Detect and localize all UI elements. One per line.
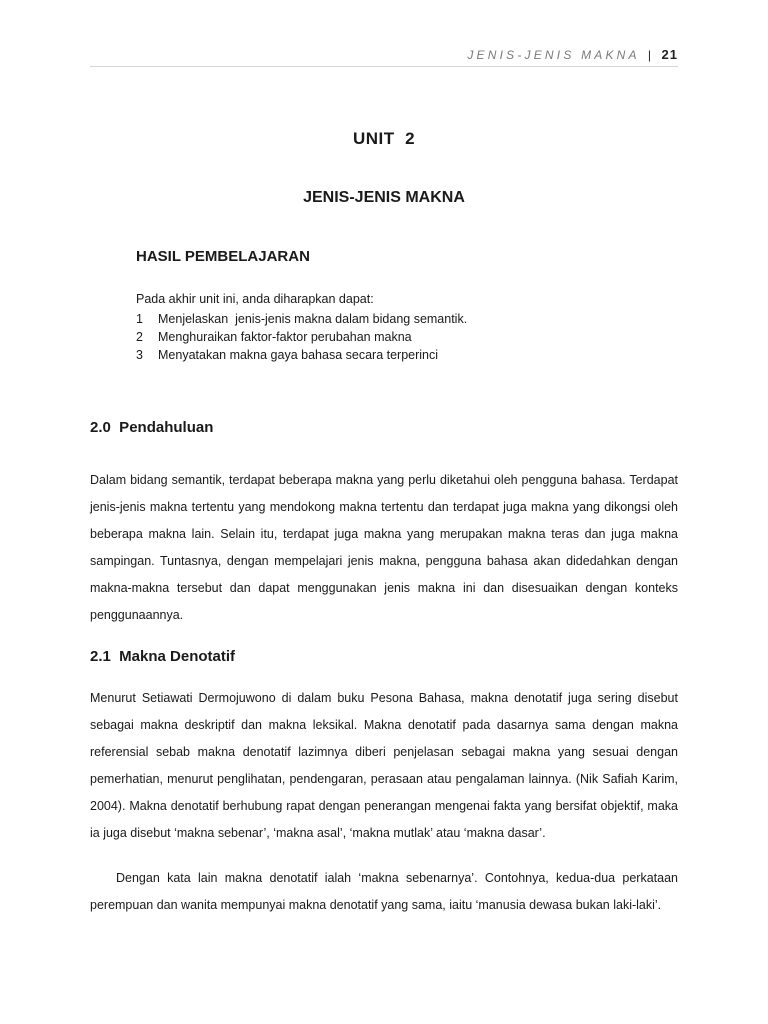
- running-header: [467, 47, 678, 62]
- list-item: [136, 310, 467, 328]
- list-item: [136, 346, 467, 364]
- chapter-title: JENIS-JENIS MAKNA: [303, 189, 465, 206]
- paragraph-introduction: Dalam bidang semantik, terdapat beberapa makna yang perlu diketahui oleh pengguna bahasa. Terdapat jenis-jenis makna tertentu yang mendokong makna tertentu dan terdapat juga makna yang dikongsi oleh beberapa makna lain. Selain itu, terdapat juga makna yang merupakan makna teras dan juga makna sampingan. Tuntasnya, dengan mempelajari jenis makna, pengguna bahasa akan didedahkan dengan makna-makna tersebut dan dapat menggunakan jenis makna ini dan disesuaikan dengan konteks penggunaannya.: [90, 473, 678, 622]
- list-item-text: Menyatakan makna gaya bahasa secara terperinci: [158, 348, 439, 362]
- section-heading-denotative-meaning: 2.1 Makna Denotatif: [90, 648, 236, 665]
- unit-title: UNIT 2: [352, 129, 416, 148]
- list-item-number: 1: [136, 312, 143, 326]
- page-number: 21: [661, 47, 678, 62]
- header-divider: [90, 66, 678, 67]
- list-item-text: Menjelaskan jenis-jenis makna dalam bidang semantik.: [158, 312, 468, 326]
- learning-outcomes-heading: HASIL PEMBELAJARAN: [136, 248, 310, 265]
- list-item-text: Menghuraikan faktor-faktor perubahan makna: [158, 330, 412, 344]
- section-heading-introduction: 2.0 Pendahuluan: [90, 419, 214, 436]
- list-item-number: 3: [136, 348, 143, 362]
- running-header-separator: |: [647, 48, 651, 62]
- list-item: [136, 328, 467, 346]
- paragraph-denotative-meaning: Menurut Setiawati Dermojuwono di dalam buku Pesona Bahasa, makna denotatif juga sering disebut sebagai makna deskriptif dan makna leksikal. Makna denotatif pada dasarnya sama dengan makna referensial sebab makna denotatif lazimnya diberi penjelasan sebagai makna yang sesuai dengan pemerhatian, menurut penglihatan, pendengaran, perasaan atau pengalaman lainnya. (Nik Safiah Karim, 2004). Makna denotatif berhubung rapat dengan penerangan mengenai fakta yang bersifat objektif, maka ia juga disebut ‘makna sebenar’, ‘makna asal’, ‘makna mutlak’ atau ‘makna dasar’.: [90, 691, 678, 840]
- paragraph-denotative-example: Dengan kata lain makna denotatif ialah ‘makna sebenarnya’. Contohnya, kedua-dua perkataan perempuan dan wanita mempunyai makna denotatif yang sama, iaitu ‘manusia dewasa bukan laki-laki’.: [90, 871, 678, 912]
- learning-outcomes-intro: Pada akhir unit ini, anda diharapkan dapat:: [136, 292, 374, 306]
- list-item-number: 2: [136, 330, 143, 344]
- learning-outcomes-list: [136, 310, 467, 364]
- running-header-title: JENIS-JENIS MAKNA: [467, 48, 640, 62]
